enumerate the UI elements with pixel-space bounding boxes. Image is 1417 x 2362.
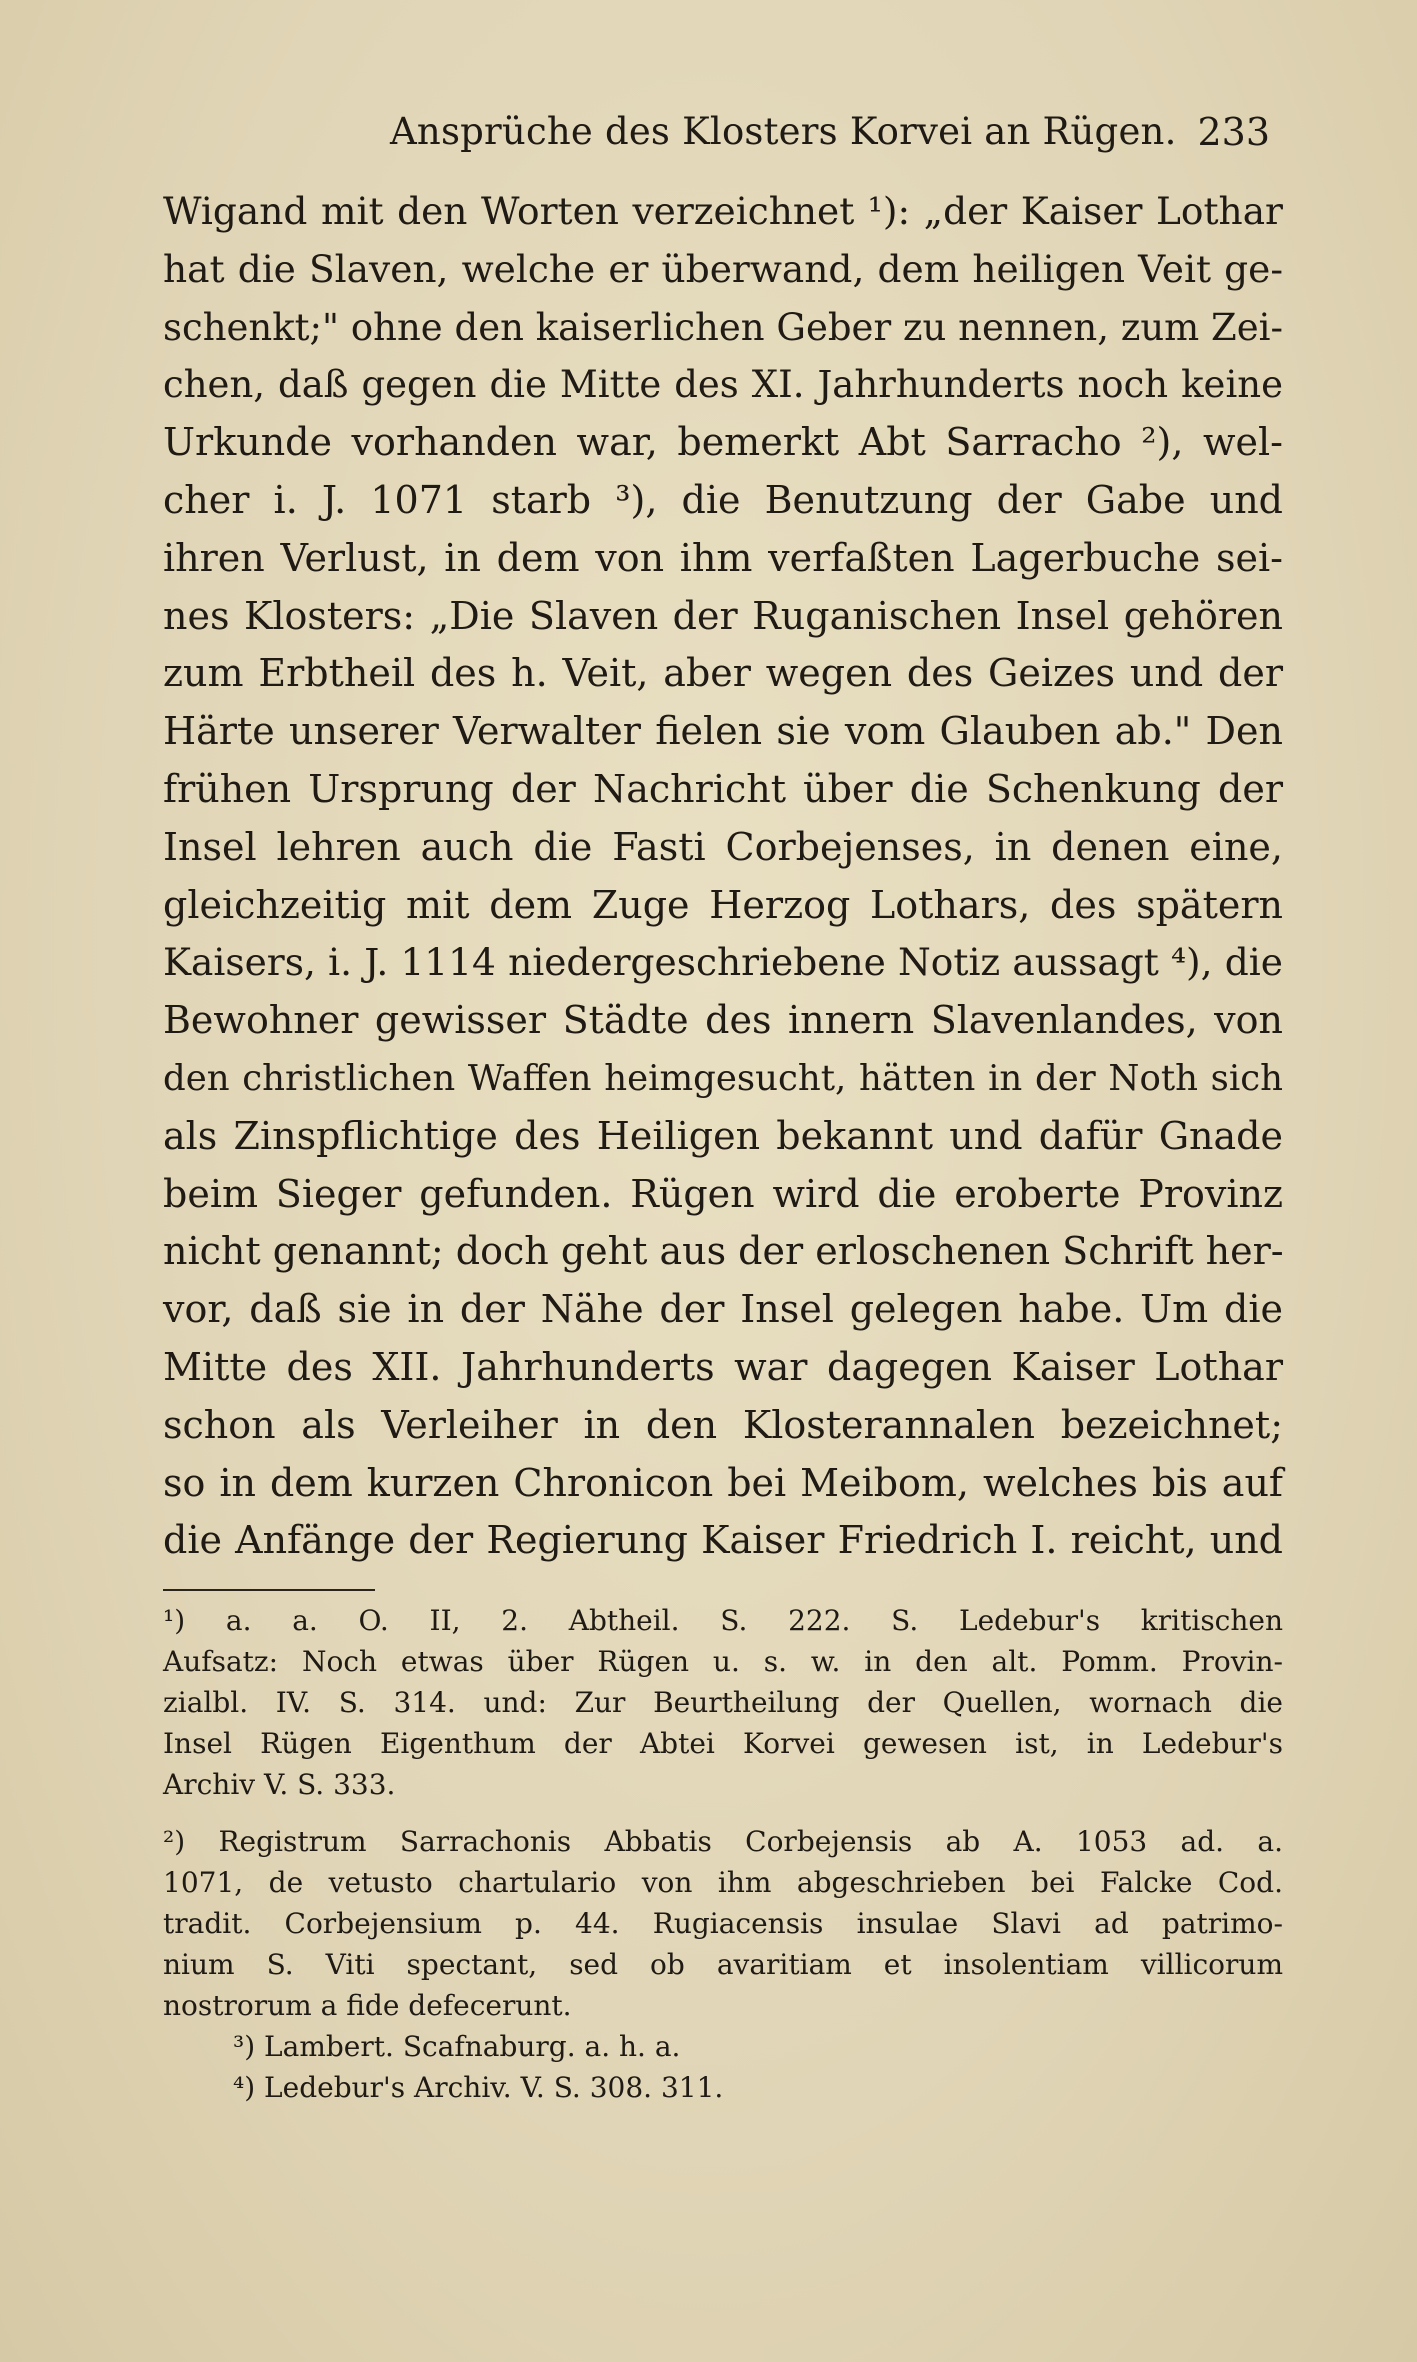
footnote-line: zialbl. IV. S. 314. und: Zur Beurtheilung der Quellen, wornach die <box>163 1686 1283 1719</box>
text-line: vor, daß sie in der Nähe der Insel gelegen habe. Um die <box>163 1287 1283 1332</box>
text-line: schon als Verleiher in den Klosterannalen bezeichnet; <box>163 1402 1283 1447</box>
text-line: zum Erbtheil des h. Veit, aber wegen des Geizes und der <box>163 651 1283 696</box>
footnote-line: ³) Lambert. Scafnaburg. a. h. a. <box>233 2030 681 2063</box>
text-line: frühen Ursprung der Nachricht über die Schenkung der <box>163 766 1283 811</box>
text-line: Härte unserer Verwalter fielen sie vom Glauben ab." Den <box>163 709 1283 754</box>
text-line: Mitte des XII. Jahrhunderts war dagegen Kaiser Lothar <box>163 1344 1283 1389</box>
page-number: 233 <box>1197 110 1270 154</box>
text-line: so in dem kurzen Chronicon bei Meibom, welches bis auf <box>163 1460 1283 1505</box>
text-line: Urkunde vorhanden war, bemerkt Abt Sarracho ²), wel- <box>163 420 1283 465</box>
footnotes <box>163 1600 1283 2108</box>
text-line: hat die Slaven, welche er überwand, dem heiligen Veit ge- <box>163 246 1283 291</box>
footnote-rule <box>163 1589 375 1591</box>
footnote-line: tradit. Corbejensium p. 44. Rugiacensis insulae Slavi ad patrimo- <box>163 1907 1283 1940</box>
text-line: Kaisers, i. J. 1114 niedergeschriebene Notiz aussagt ⁴), die <box>163 940 1283 985</box>
footnote-4 <box>163 2067 1283 2108</box>
footnote-line: ¹) a. a. O. II, 2. Abtheil. S. 222. S. Ledebur's kritischen <box>163 1604 1283 1637</box>
footnote-line: ²) Registrum Sarrachonis Abbatis Corbejensis ab A. 1053 ad. a. <box>163 1825 1283 1858</box>
text-line: cher i. J. 1071 starb ³), die Benutzung der Gabe und <box>163 477 1283 522</box>
text-line: den christlichen Waffen heimgesucht, hätten in der Noth sich <box>163 1057 1283 1099</box>
footnote-line: Archiv V. S. 333. <box>163 1768 396 1801</box>
body-text <box>163 183 1283 1570</box>
text-line: gleichzeitig mit dem Zuge Herzog Lothars, des spätern <box>163 882 1283 927</box>
text-line: schenkt;" ohne den kaiserlichen Geber zu nennen, zum Zei- <box>163 305 1283 349</box>
text-line: Bewohner gewisser Städte des innern Slavenlandes, von <box>163 998 1283 1043</box>
text-line: die Anfänge der Regierung Kaiser Friedrich I. reicht, und <box>163 1518 1283 1563</box>
footnote-line: nostrorum a fide defecerunt. <box>163 1989 572 2022</box>
running-head <box>390 110 1270 170</box>
text-line: als Zinspflichtige des Heiligen bekannt und dafür Gnade <box>163 1113 1283 1158</box>
footnote-line: 1071, de vetusto chartulario von ihm abgeschrieben bei Falcke Cod. <box>163 1866 1283 1899</box>
running-title: Ansprüche des Klosters Korvei an Rügen. <box>390 110 1177 153</box>
text-line: ihren Verlust, in dem von ihm verfaßten Lagerbuche sei- <box>163 535 1283 580</box>
text-line: Wigand mit den Worten verzeichnet ¹): „der Kaiser Lothar <box>163 189 1283 233</box>
footnote-line: nium S. Viti spectant, sed ob avaritiam et insolentiam villicorum <box>163 1948 1283 1981</box>
text-line: beim Sieger gefunden. Rügen wird die eroberte Provinz <box>163 1171 1283 1216</box>
footnote-1 <box>163 1600 1283 1805</box>
text-line: nes Klosters: „Die Slaven der Ruganischen Insel gehören <box>163 593 1283 638</box>
text-line: Insel lehren auch die Fasti Corbejenses, in denen eine, <box>163 824 1283 869</box>
footnote-2 <box>163 1821 1283 2026</box>
text-line: nicht genannt; doch geht aus der erloschenen Schrift her- <box>163 1229 1284 1274</box>
text-line: chen, daß gegen die Mitte des XI. Jahrhunderts noch keine <box>163 363 1283 407</box>
footnote-line: ⁴) Ledebur's Archiv. V. S. 308. 311. <box>233 2071 724 2104</box>
footnote-line: Aufsatz: Noch etwas über Rügen u. s. w. in den alt. Pomm. Provin- <box>163 1645 1283 1678</box>
footnote-3 <box>163 2026 1283 2067</box>
footnote-line: Insel Rügen Eigenthum der Abtei Korvei gewesen ist, in Ledebur's <box>163 1727 1283 1760</box>
